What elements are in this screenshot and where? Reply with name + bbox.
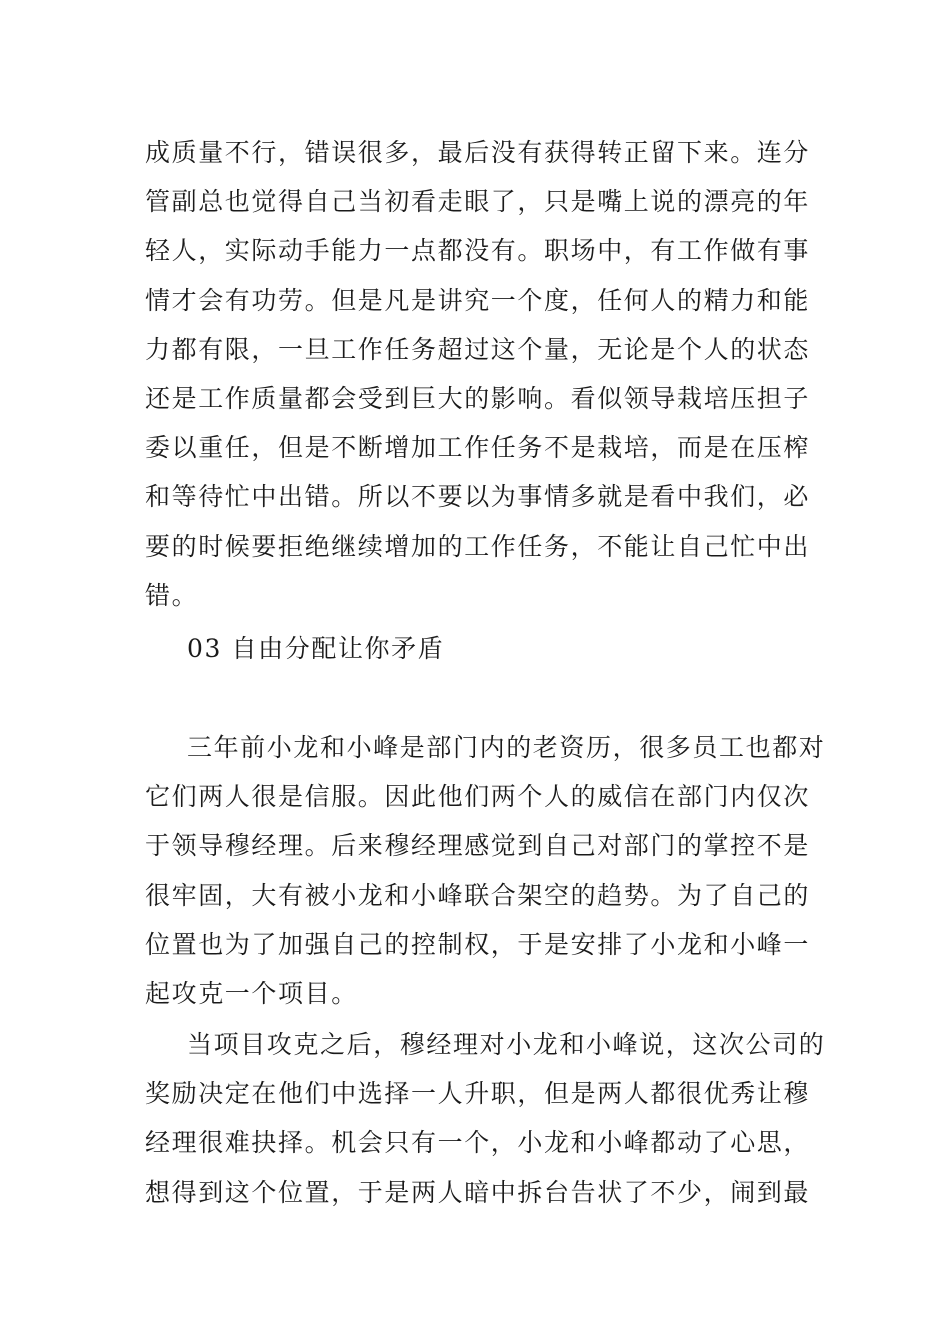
paragraph-line: 情才会有功劳。但是凡是讲究一个度，任何人的精力和能 xyxy=(145,285,811,315)
paragraph-line: 很牢固，大有被小龙和小峰联合架空的趋势。为了自己的 xyxy=(145,880,811,910)
paragraph-1 xyxy=(145,128,815,620)
paragraph-line: 还是工作质量都会受到巨大的影响。看似领导栽培压担子 xyxy=(145,383,811,413)
section-heading-text: 03 自由分配让你矛盾 xyxy=(187,634,445,663)
paragraph-line: 它们两人很是信服。因此他们两个人的威信在部门内仅次 xyxy=(145,782,811,812)
paragraph-line: 起攻克一个项目。 xyxy=(145,978,358,1008)
paragraph-line: 三年前小龙和小峰是部门内的老资历，很多员工也都对 xyxy=(187,733,826,762)
paragraph-3 xyxy=(145,1020,826,1217)
paragraph-line: 错。 xyxy=(145,580,199,610)
paragraph-line: 想得到这个位置，于是两人暗中拆台告状了不少，闹到最 xyxy=(145,1177,811,1207)
section-heading xyxy=(145,624,815,673)
paragraph-line: 当项目攻克之后，穆经理对小龙和小峰说，这次公司的 xyxy=(187,1030,826,1059)
paragraph-line: 成质量不行，错误很多，最后没有获得转正留下来。连分 xyxy=(145,138,811,167)
paragraph-line: 管副总也觉得自己当初看走眼了，只是嘴上说的漂亮的年 xyxy=(145,187,811,217)
paragraph-line: 要的时候要拒绝继续增加的工作任务，不能让自己忙中出 xyxy=(145,531,811,561)
paragraph-line: 位置也为了加强自己的控制权，于是安排了小龙和小峰一 xyxy=(145,929,811,959)
paragraph-line: 经理很难抉择。机会只有一个，小龙和小峰都动了心思， xyxy=(145,1128,811,1158)
paragraph-line: 轻人，实际动手能力一点都没有。职场中，有工作做有事 xyxy=(145,236,811,266)
paragraph-2 xyxy=(145,723,826,1018)
paragraph-line: 委以重任，但是不断增加工作任务不是栽培，而是在压榨 xyxy=(145,433,811,463)
paragraph-line: 和等待忙中出错。所以不要以为事情多就是看中我们，必 xyxy=(145,482,811,512)
paragraph-line: 力都有限，一旦工作任务超过这个量，无论是个人的状态 xyxy=(145,334,811,364)
paragraph-line: 于领导穆经理。后来穆经理感觉到自己对部门的掌控不是 xyxy=(145,831,811,861)
paragraph-line: 奖励决定在他们中选择一人升职，但是两人都很优秀让穆 xyxy=(145,1079,811,1109)
